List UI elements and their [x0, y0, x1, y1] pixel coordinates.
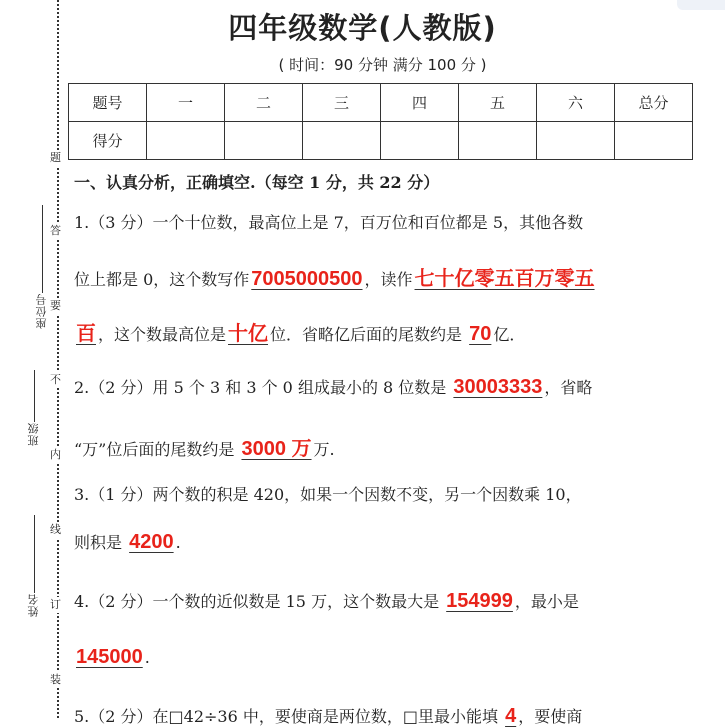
question-3-line-1: [74, 482, 582, 505]
binding-char: 装: [50, 673, 61, 686]
question-text: 位上都是 0，这个数写作: [74, 270, 250, 289]
binding-char: 订: [50, 598, 61, 611]
score-cell[interactable]: [381, 122, 459, 160]
question-1-line-3: [74, 317, 525, 346]
name-label: 姓名: [27, 593, 40, 617]
answer-blank[interactable]: 4200: [129, 531, 174, 553]
question-text: 亿．: [493, 325, 526, 344]
score-table-header-row: [69, 84, 693, 122]
question-text: 5.（2 分）在□42÷36 中，要使商是两位数，□里最小能填: [74, 707, 498, 726]
question-text: 则积是: [74, 533, 123, 552]
binding-char: 内: [50, 448, 61, 461]
score-cell[interactable]: [459, 122, 537, 160]
score-cell[interactable]: [225, 122, 303, 160]
question-text: ，读作: [364, 270, 413, 289]
question-text: ，要使商: [518, 707, 583, 726]
page-title: 四年级数学(人教版): [228, 11, 497, 45]
question-text: 4.（2 分）一个数的近似数是 15 万，这个数最大是: [74, 592, 440, 611]
score-table-score-row: [69, 122, 693, 160]
answer-blank[interactable]: 70: [469, 323, 492, 345]
question-4-line-2: [74, 646, 150, 669]
score-cell[interactable]: [147, 122, 225, 160]
question-text: “万”位后面的尾数约是: [74, 440, 235, 459]
question-text: ，这个数最高位是: [98, 325, 227, 344]
question-text: ，省略: [544, 378, 593, 397]
binding-margin: [0, 0, 70, 718]
score-cell[interactable]: [615, 122, 693, 160]
score-table-total-label: 总分: [615, 84, 693, 122]
class-field[interactable]: [18, 370, 50, 446]
question-text: .: [175, 533, 181, 552]
question-1-line-2: [74, 262, 597, 291]
question-text: ，最小是: [514, 592, 579, 611]
answer-blank[interactable]: 七十亿零五百万零五: [414, 268, 595, 290]
question-3-line-2: [74, 530, 181, 554]
name-field[interactable]: [18, 515, 50, 617]
binding-char: 线: [50, 523, 61, 536]
answer-blank[interactable]: 30003333: [453, 376, 543, 398]
score-table-row-label: 题号: [69, 84, 147, 122]
answer-blank[interactable]: 百: [76, 323, 96, 345]
answer-blank[interactable]: 7005000500: [251, 268, 363, 290]
section-heading: 一、认真分析，正确填空.（每空 1 分，共 22 分）: [74, 173, 440, 192]
score-table-col: 一: [147, 84, 225, 122]
question-text: 1.（3 分）一个十位数，最高位上是 7，百万位和百位都是 5，其他各数: [74, 213, 584, 232]
answer-blank[interactable]: 十亿: [228, 323, 269, 345]
seat-number-label: 座位号: [35, 293, 48, 329]
question-text: 位．省略亿后面的尾数约是: [270, 325, 463, 344]
question-4-line-1: [74, 589, 579, 613]
question-2-line-1: [74, 375, 592, 399]
question-2-line-2: [74, 432, 335, 461]
seat-number-field[interactable]: [18, 205, 66, 329]
question-text: 3.（1 分）两个数的积是 420，如果一个因数不变，另一个因数乘 10，: [74, 485, 582, 504]
exam-subtitle: ( 时间：90 分钟 满分 100 分 ): [278, 56, 487, 74]
question-text: 万.: [313, 440, 335, 459]
question-text: 2.（2 分）用 5 个 3 和 3 个 0 组成最小的 8 位数是: [74, 378, 447, 397]
answer-blank[interactable]: 154999: [446, 590, 513, 612]
score-table-col: 五: [459, 84, 537, 122]
name-line: [34, 515, 35, 593]
score-table-col: 二: [225, 84, 303, 122]
binding-char: 要: [50, 299, 61, 312]
binding-char: 题: [50, 151, 61, 164]
score-table-row-label: 得分: [69, 122, 147, 160]
class-label: 班级: [27, 422, 40, 446]
answer-blank[interactable]: 3000 万: [241, 438, 312, 460]
score-table-col: 四: [381, 84, 459, 122]
question-text: .: [144, 648, 150, 667]
question-5-line-1: [74, 704, 582, 728]
score-table-col: 六: [537, 84, 615, 122]
answer-blank[interactable]: 145000: [76, 646, 143, 668]
binding-char: 答: [50, 224, 61, 237]
seat-number-line: [42, 205, 43, 293]
score-cell[interactable]: [537, 122, 615, 160]
answer-blank[interactable]: 4: [505, 705, 517, 727]
class-line: [34, 370, 35, 422]
score-table: [68, 83, 693, 160]
binding-char: 不: [50, 373, 61, 386]
score-cell[interactable]: [303, 122, 381, 160]
question-1-line-1: [74, 210, 583, 233]
score-table-col: 三: [303, 84, 381, 122]
